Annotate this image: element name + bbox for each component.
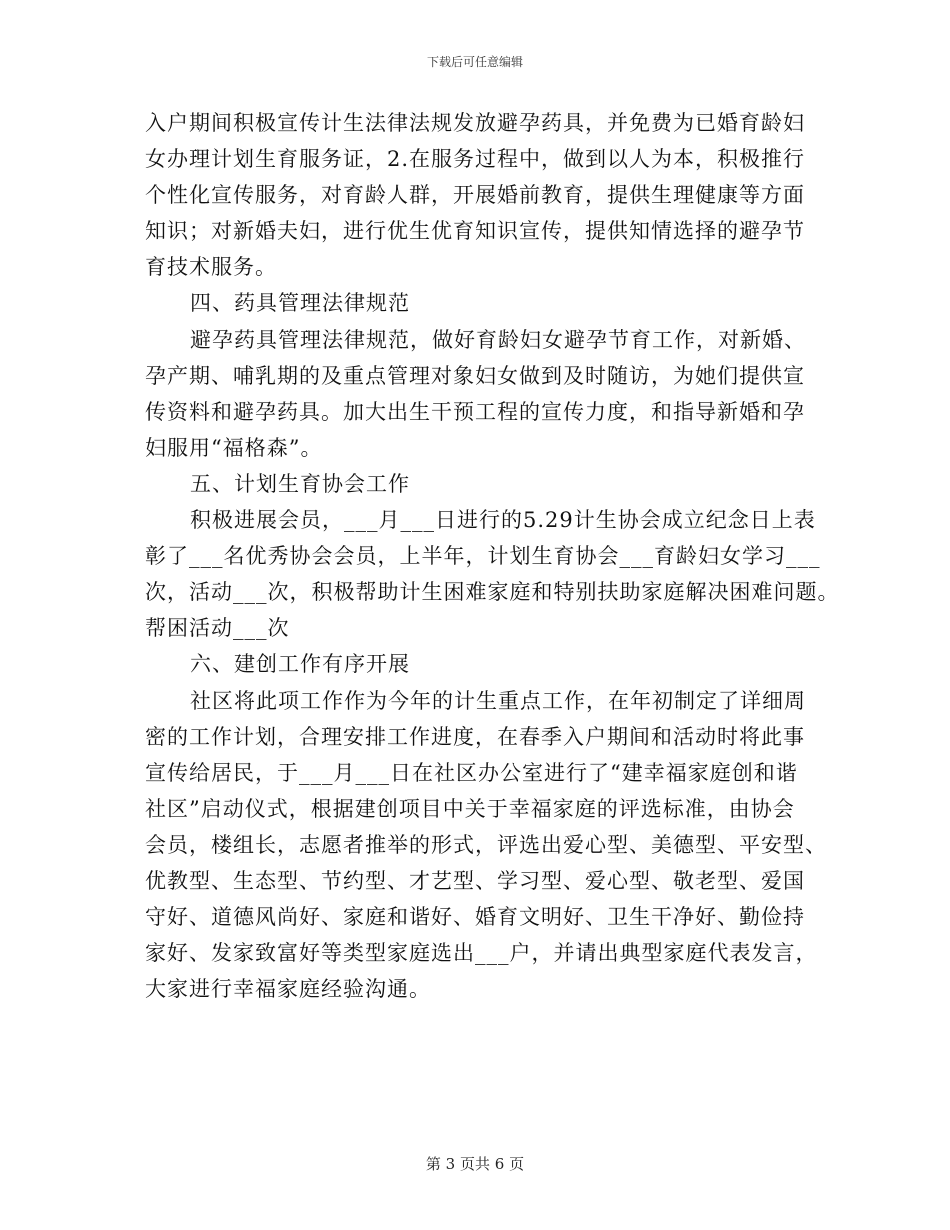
section-heading: 六、建创工作有序开展	[190, 652, 410, 677]
text-line: 育技术服务。	[145, 255, 277, 280]
text-line: 社区将此项工作作为今年的计生重点工作，在年初制定了详细周	[190, 688, 806, 713]
text-line: 密的工作计划，合理安排工作进度，在春季入户期间和活动时将此事	[145, 724, 805, 749]
page-number: 第 3 页共 6 页	[425, 1155, 525, 1173]
text-line: 会员，楼组长，志愿者推举的形式，评选出爱心型、美德型、平安型、	[145, 832, 827, 857]
text-line: 个性化宣传服务，对育龄人群，开展婚前教育，提供生理健康等方面	[145, 183, 805, 208]
text-line: 彰了___名优秀协会会员，上半年，计划生育协会___育龄妇女学习___	[145, 544, 821, 569]
section-heading: 四、药具管理法律规范	[190, 291, 410, 316]
text-line: 妇服用“福格森”。	[145, 435, 323, 460]
text-line: 积极进展会员，___月___日进行的5.29计生协会成立纪念日上表	[190, 508, 816, 533]
text-line: 传资料和避孕药具。加大出生干预工程的宣传力度，和指导新婚和孕	[145, 399, 805, 424]
text-line: 次，活动___次，积极帮助计生困难家庭和特别扶助家庭解决困难问题。	[145, 580, 840, 605]
text-line: 孕产期、哺乳期的及重点管理对象妇女做到及时随访，为她们提供宣	[145, 363, 805, 388]
text-line: 宣传给居民，于___月___日在社区办公室进行了“建幸福家庭创和谐	[145, 760, 798, 785]
text-line: 大家进行幸福家庭经验沟通。	[145, 977, 431, 1002]
text-line: 家好、发家致富好等类型家庭选出___户，并请出典型家庭代表发言，	[145, 941, 818, 966]
document-body	[145, 105, 840, 1007]
text-line: 守好、道德风尚好、家庭和谐好、婚育文明好、卫生干净好、勤俭持	[145, 905, 805, 930]
text-line: 女办理计划生育服务证，2.在服务过程中，做到以人为本，积极推行	[145, 147, 806, 172]
text-line: 帮困活动___次	[145, 616, 290, 641]
text-line: 避孕药具管理法律规范，做好育龄妇女避孕节育工作，对新婚、	[190, 327, 806, 352]
text-line: 入户期间积极宣传计生法律法规发放避孕药具，并免费为已婚育龄妇	[145, 111, 805, 135]
page-header: 下载后可任意编辑	[426, 55, 523, 69]
text-line: 优教型、生态型、节约型、才艺型、学习型、爱心型、敬老型、爱国	[145, 868, 805, 893]
section-heading: 五、计划生育协会工作	[190, 471, 410, 496]
text-line: 社区”启动仪式，根据建创项目中关于幸福家庭的评选标准，由协会	[145, 796, 795, 821]
text-line: 知识；对新婚夫妇，进行优生优育知识宣传，提供知情选择的避孕节	[145, 219, 805, 244]
